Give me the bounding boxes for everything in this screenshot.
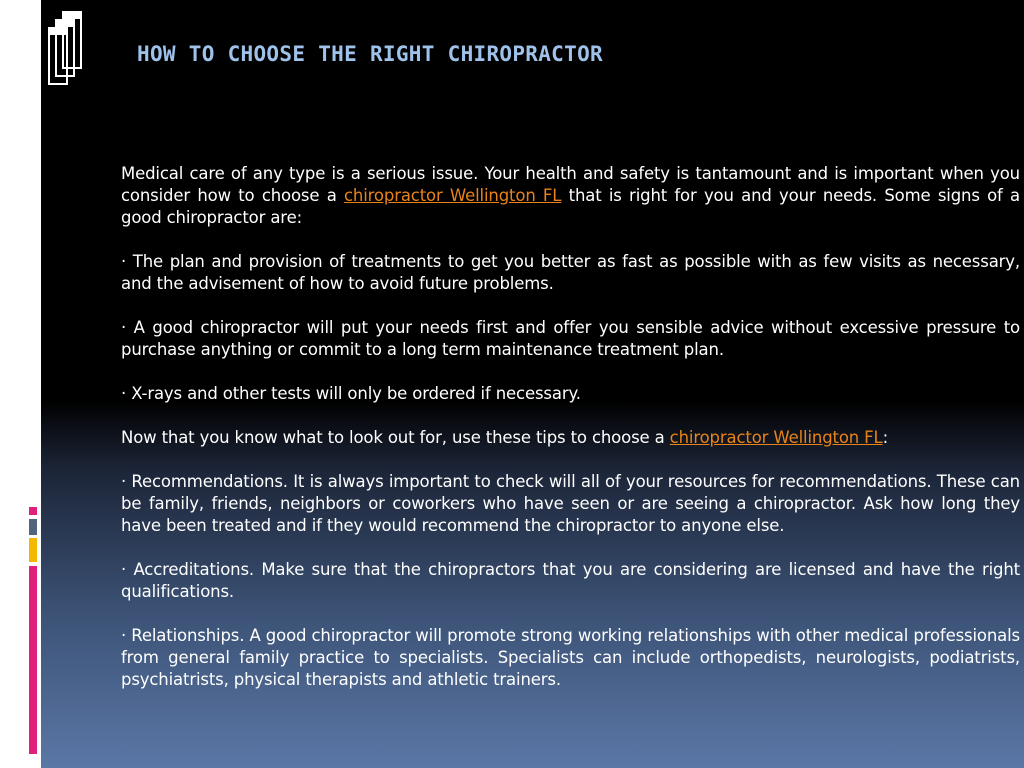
accent-bar-pink — [29, 507, 37, 515]
tips-intro-paragraph — [121, 427, 1020, 449]
slide-title: HOW TO CHOOSE THE RIGHT CHIROPRACTOR — [137, 42, 603, 66]
window-stack-icon — [43, 4, 83, 90]
accent-bar-slate — [29, 519, 37, 535]
accent-bar-pink-long — [29, 566, 37, 754]
slide — [41, 0, 1024, 768]
sign-item: · A good chiropractor will put your needs first and offer you sensible advice without excessive pressure to purchase anything or commit to a long term maintenance treatment plan. — [121, 318, 1020, 359]
tip-item: · Recommendations. It is always important to check will all of your resources for recommendations. These can be family, friends, neighbors or coworkers who have seen or are seeing a chiropractor. Ask how long they have been treated and if they would recommend the chiropractor to anyone else. — [121, 472, 1020, 535]
tip-item: · Accreditations. Make sure that the chiropractors that you are considering are licensed and have the right qualifications. — [121, 560, 1020, 601]
intro-text-before: Medical care of any type is a serious issue. Your health and safety is tantamount and is important when you consider how to choose a — [121, 164, 1020, 205]
sign-item: · X-rays and other tests will only be ordered if necessary. — [121, 384, 581, 403]
accent-bar-yellow — [29, 538, 37, 562]
chiropractor-link[interactable]: chiropractor Wellington FL — [343, 186, 562, 205]
intro-paragraph — [121, 163, 1020, 229]
sign-item: · The plan and provision of treatments to get you better as fast as possible with as few visits as necessary, and the advisement of how to avoid future problems. — [121, 252, 1020, 293]
tips-intro-text-after: : — [882, 428, 888, 447]
tips-intro-text-before: Now that you know what to look out for, use these tips to choose a — [121, 428, 670, 447]
tip-item: · Relationships. A good chiropractor will promote strong working relationships with other medical professionals from general family practice to specialists. Specialists can include orthopedists, neurologists, podiatrists, psychiatrists, physical therapists and athletic trainers. — [121, 626, 1020, 689]
chiropractor-link[interactable]: chiropractor Wellington FL — [669, 428, 883, 447]
slide-body — [121, 163, 1020, 713]
intro-text-after: that is right for you and your needs. Some signs of a good chiropractor are: — [121, 186, 1020, 227]
